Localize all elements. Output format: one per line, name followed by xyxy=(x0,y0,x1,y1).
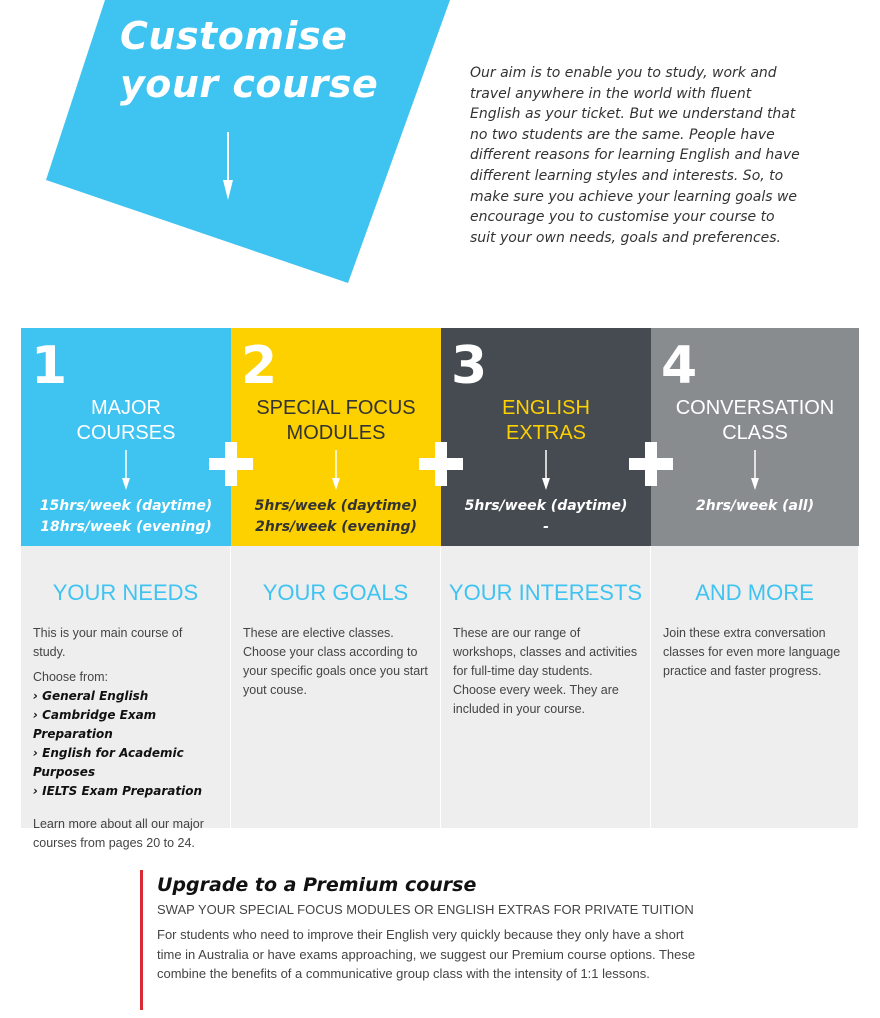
premium-upgrade-section xyxy=(140,870,700,1010)
column-title xyxy=(651,396,859,446)
hours-line-2: 18hrs/week (evening) xyxy=(40,519,212,535)
premium-subtitle: SWAP YOUR SPECIAL FOCUS MODULES OR ENGLISH EXTRAS FOR PRIVATE TUITION xyxy=(157,902,694,917)
hours-line-2: - xyxy=(543,519,549,535)
column-header xyxy=(231,328,441,546)
choose-label: Choose from: xyxy=(33,670,109,684)
down-arrow-icon xyxy=(541,450,551,492)
column-header xyxy=(441,328,651,546)
course-list xyxy=(33,687,218,801)
hours-info xyxy=(651,496,859,517)
premium-title: Upgrade to a Premium course xyxy=(157,874,477,896)
down-arrow-icon xyxy=(121,450,131,492)
column-heading: YOUR GOALS xyxy=(262,580,409,605)
course-item: › Cambridge Exam Preparation xyxy=(33,708,157,741)
column-detail xyxy=(651,546,859,828)
column-title-line-2: CLASS xyxy=(722,422,788,444)
course-item: › English for Academic Purposes xyxy=(33,746,184,779)
hours-line-2: 2hrs/week (evening) xyxy=(255,519,417,535)
plus-icon xyxy=(419,442,463,486)
column-title-line-1: MAJOR xyxy=(91,397,161,419)
hours-info xyxy=(21,496,231,538)
hours-line-1: 5hrs/week (daytime) xyxy=(254,498,418,514)
hours-line-1: 5hrs/week (daytime) xyxy=(464,498,628,514)
column-body xyxy=(231,606,440,700)
hours-line-1: 2hrs/week (all) xyxy=(695,498,814,514)
plus-icon xyxy=(209,442,253,486)
column-description: This is your main course of study. xyxy=(33,626,183,659)
title-line-1: Customise xyxy=(120,14,348,58)
column-detail xyxy=(21,546,231,850)
column-header xyxy=(651,328,859,546)
hero-banner xyxy=(0,0,470,300)
column-title-line-1: CONVERSATION xyxy=(675,397,835,419)
column-body xyxy=(21,606,230,853)
column-heading: AND MORE xyxy=(695,580,814,605)
down-arrow-icon xyxy=(331,450,341,492)
column-heading: YOUR NEEDS xyxy=(52,580,199,605)
column-header xyxy=(21,328,231,546)
intro-paragraph: Our aim is to enable you to study, work and travel anywhere in the world with fluent English as your ticket. But we understand that no two students are the same. People have different reasons for learning English and have different learning styles and interests. So, to make sure you achieve your learning goals we encourage you to customise your course to suit your own needs, goals and preferences. xyxy=(470,65,800,246)
title-line-2: your course xyxy=(120,62,379,106)
course-item: › IELTS Exam Preparation xyxy=(33,784,202,798)
down-arrow-icon xyxy=(750,450,760,492)
premium-description: For students who need to improve their English very quickly because they only have a short time in Australia or have exams approaching, we suggest our Premium course options. These combine the benefits of a communicative group class with the intensity of 1:1 lessons. xyxy=(157,927,696,981)
page-title xyxy=(120,12,378,108)
step-number: 4 xyxy=(661,336,698,396)
column-body xyxy=(441,606,650,719)
hours-info xyxy=(441,496,651,538)
step-number: 1 xyxy=(31,336,68,396)
hours-info xyxy=(231,496,441,538)
column-title-line-1: SPECIAL FOCUS xyxy=(256,397,416,419)
column-description: These are elective classes. Choose your class according to your specific goals once you start yout couse. xyxy=(243,626,428,697)
column-description: Join these extra conversation classes for even more language practice and faster progress. xyxy=(663,626,841,678)
column-title-line-1: ENGLISH xyxy=(502,397,590,419)
course-item: › General English xyxy=(33,689,149,703)
hours-line-1: 15hrs/week (daytime) xyxy=(39,498,213,514)
plus-icon xyxy=(629,442,673,486)
column-title-line-2: COURSES xyxy=(76,422,176,444)
column-footer: Learn more about all our major courses from pages 20 to 24. xyxy=(33,817,204,850)
column-special-focus xyxy=(231,328,441,828)
column-conversation-class xyxy=(651,328,859,828)
column-english-extras xyxy=(441,328,651,828)
column-description: These are our range of workshops, classes and activities for full-time day students. Choose every week. They are included in your course. xyxy=(453,626,638,716)
column-heading: YOUR INTERESTS xyxy=(448,580,643,605)
step-number: 3 xyxy=(451,336,488,396)
column-body xyxy=(651,606,858,681)
column-title-line-2: EXTRAS xyxy=(505,422,587,444)
column-title xyxy=(441,396,651,446)
column-title xyxy=(231,396,441,446)
column-detail xyxy=(441,546,651,828)
column-title-line-2: MODULES xyxy=(286,422,386,444)
column-detail xyxy=(231,546,441,828)
column-major-courses xyxy=(21,328,231,850)
step-number: 2 xyxy=(241,336,278,396)
column-title xyxy=(21,396,231,446)
